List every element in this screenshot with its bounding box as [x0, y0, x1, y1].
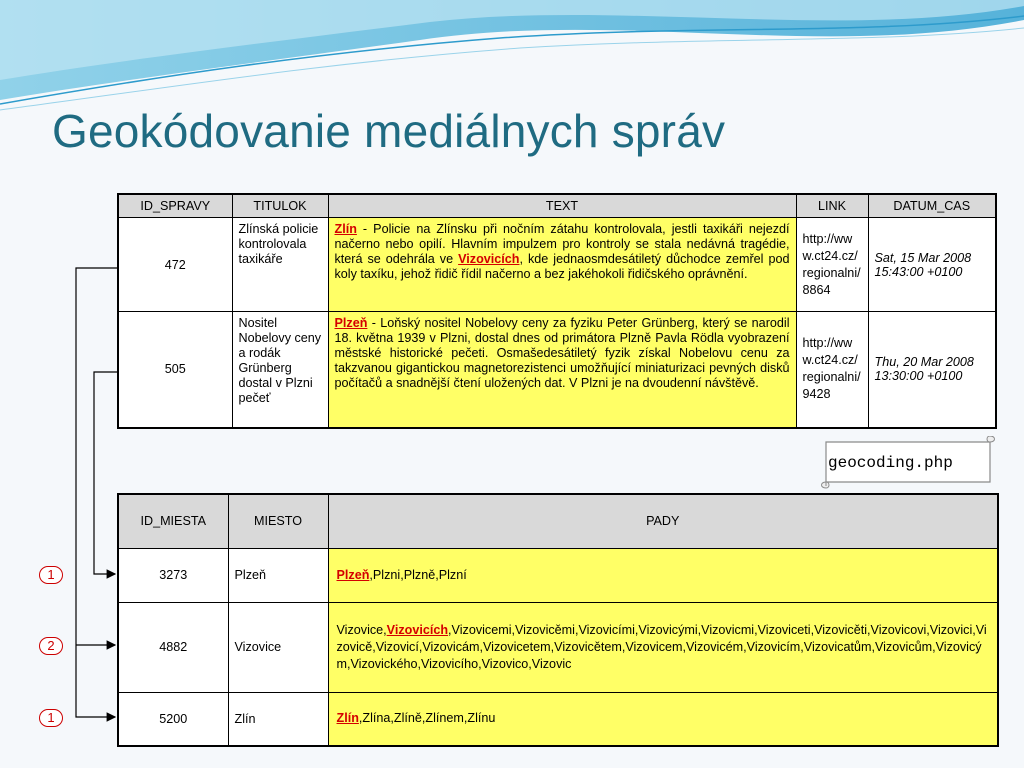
- cell-miesto: Vizovice: [228, 602, 328, 692]
- cell-pady: [328, 548, 998, 602]
- col-header-titulok: TITULOK: [232, 194, 328, 218]
- highlight-city: Vizovicích: [386, 622, 449, 637]
- cell-titulok: Nositel Nobelovy ceny a rodák Grünberg dostal v Plzni pečeť: [232, 312, 328, 428]
- count-badge: 1: [39, 566, 63, 584]
- cell-id: 505: [118, 312, 232, 428]
- highlight-city: Plzeň: [334, 316, 368, 330]
- cell-text: [328, 218, 796, 312]
- cell-miesto: Zlín: [228, 692, 328, 746]
- table-row: [118, 602, 998, 692]
- col-header-id-miesta: ID_MIESTA: [118, 494, 228, 548]
- col-header-text: TEXT: [328, 194, 796, 218]
- cell-link[interactable]: http://www.ct24.cz/regionalni/8864: [796, 218, 868, 312]
- cell-id-miesta: 3273: [118, 548, 228, 602]
- spravy-table: [117, 193, 997, 429]
- cell-titulok: Zlínská policie kontrolovala taxikáře: [232, 218, 328, 312]
- highlight-city: Vizovicích: [458, 252, 520, 266]
- text-part: , kde jednaosmdesátiletý důchodce zemřel pod koly taxíku, jehož řidič řídil načerno a bez jakéhokoli řidičského oprávnění.: [334, 252, 790, 281]
- table-header-row: [118, 194, 996, 218]
- table-row: [118, 548, 998, 602]
- cell-link[interactable]: http://www.ct24.cz/regionalni/9428: [796, 312, 868, 428]
- cell-datum: Thu, 20 Mar 2008 13:30:00 +0100: [868, 312, 996, 428]
- table-row: [118, 312, 996, 428]
- cell-miesto: Plzeň: [228, 548, 328, 602]
- highlight-city: Zlín: [336, 711, 359, 726]
- cell-pady: [328, 692, 998, 746]
- highlight-city: Plzeň: [336, 567, 370, 582]
- pady-rest: ,Zlína,Zlíně,Zlínem,Zlínu: [358, 711, 496, 726]
- col-header-id-spravy: ID_SPRAVY: [118, 194, 232, 218]
- col-header-link: LINK: [796, 194, 868, 218]
- pady-rest: ,Vizovicemi,Vizovicěmi,Vizovicími,Vizovicými,Vizovicmi,Vizoviceti,Vizovicěti,Vizovicovi,Vizovici,Vizovicě,Vizovicí,Vizovicám,Vizovicetem,Vizovicětem,Vizovicem,Vizovicém,Vizovicím,Vizovicatům,Vizovicům,Vizovicým,Vizovického,Vizovicího,Vizovico,Vizovic: [336, 622, 987, 671]
- cell-id-miesta: 4882: [118, 602, 228, 692]
- pady-pre: Vizovice,: [336, 622, 387, 637]
- table-row: [118, 692, 998, 746]
- col-header-miesto: MIESTO: [228, 494, 328, 548]
- table-header-row: [118, 494, 998, 548]
- text-part: - Policie na Zlínsku při nočním zátahu kontrolovala, jestli taxikáři nejezdí načerno nebo opilí. Hlavním impulzem pro kontroly se stala nedávná tragédie, která se odehrála ve: [334, 222, 790, 266]
- table-row: [118, 218, 996, 312]
- col-header-datum-cas: DATUM_CAS: [868, 194, 996, 218]
- col-header-pady: PADY: [328, 494, 998, 548]
- cell-id-miesta: 5200: [118, 692, 228, 746]
- cell-text: [328, 312, 796, 428]
- cell-id: 472: [118, 218, 232, 312]
- page-title: Geokódovanie mediálnych správ: [52, 105, 726, 157]
- text-part: - Loňský nositel Nobelovy ceny za fyziku Peter Grünberg, který se narodil 18. května 1939 v Plzni, dostal dnes od primátora Plzně Pavla Rödla vyobrazení městské historické pečeti. Osmašedesátiletý fyzik získal Nobelovu cenu za takzvanou gigantickou magnetorezistenci umožňující miniaturizaci pevných disků počítačů a snadnější čtení uložených dat. V Plzni je na dvoudenní návštěvě.: [334, 316, 790, 390]
- highlight-city: Zlín: [334, 222, 357, 236]
- cell-datum: Sat, 15 Mar 2008 15:43:00 +0100: [868, 218, 996, 312]
- miesta-table: [117, 493, 999, 747]
- cell-pady: [328, 602, 998, 692]
- pady-rest: ,Plzni,Plzně,Plzní: [369, 567, 467, 582]
- count-badge: 1: [39, 709, 63, 727]
- count-badge: 2: [39, 637, 63, 655]
- geocoding-script-label: geocoding.php: [828, 454, 953, 472]
